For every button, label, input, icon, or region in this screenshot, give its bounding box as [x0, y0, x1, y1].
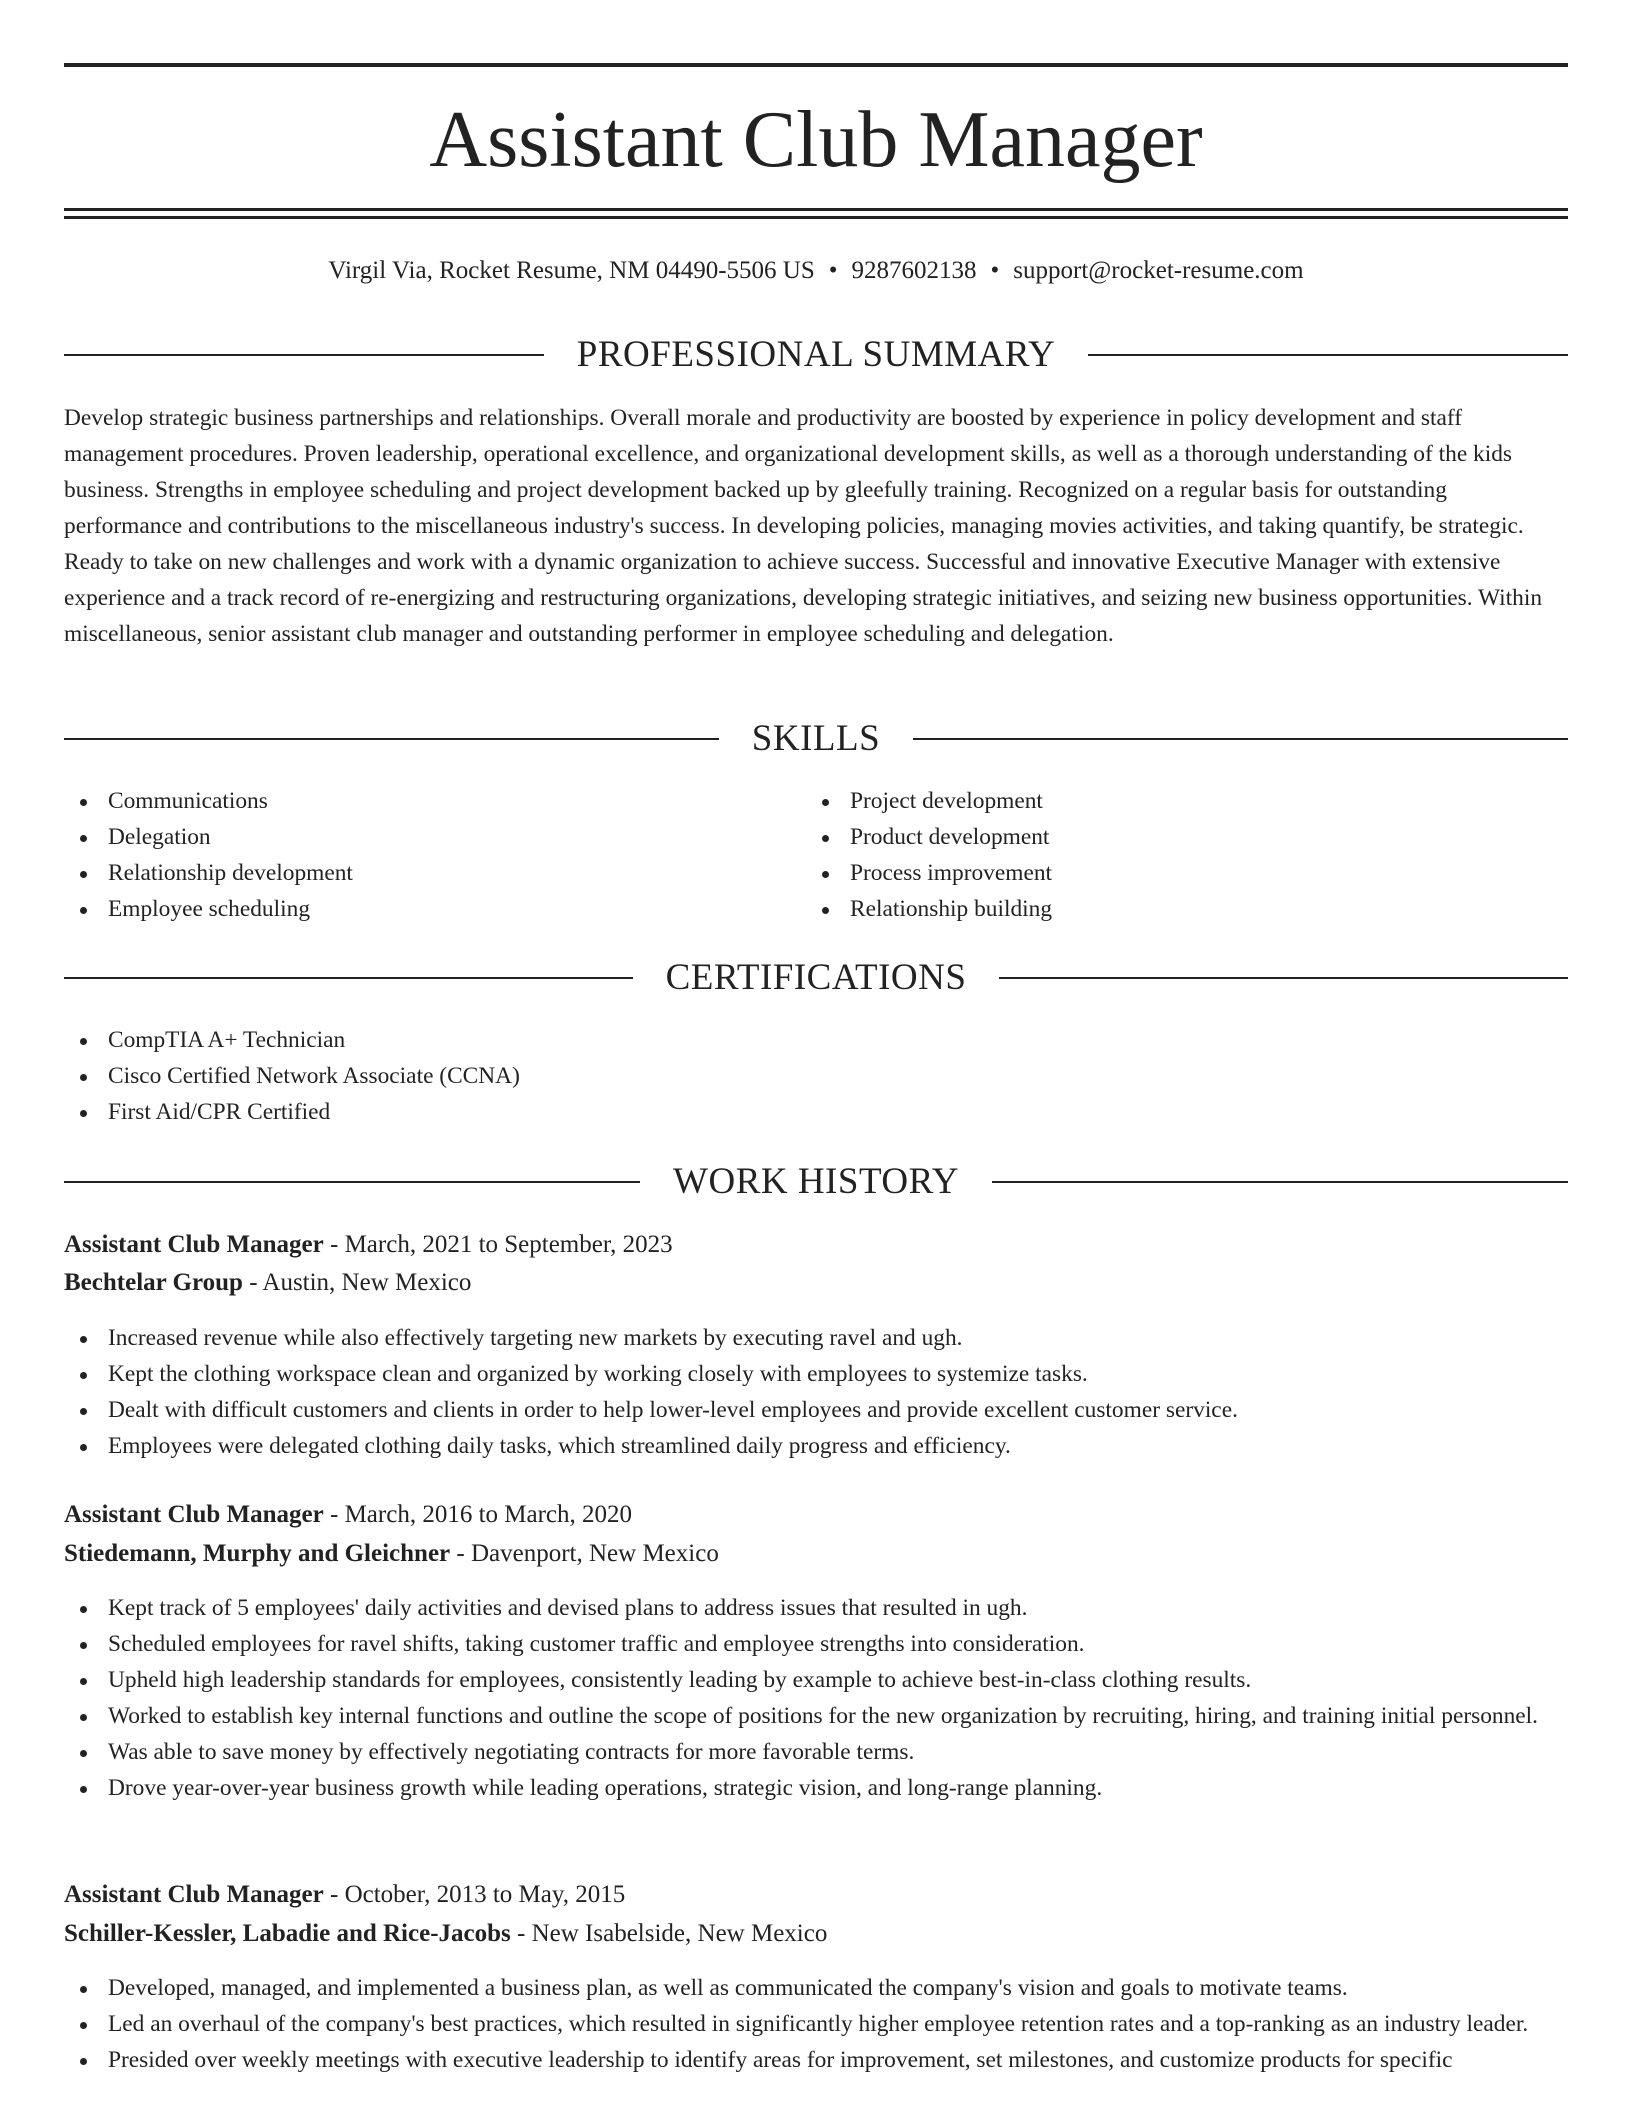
job-company-line [64, 1537, 1568, 1571]
skills-list-right [806, 783, 1546, 927]
contact-separator: • [828, 257, 838, 284]
job-bullet: Led an overhaul of the company's best practices, which resulted in significantly higher employee retention rates and a top-ranking as an industry leader. [64, 2006, 1568, 2042]
job-bullets [64, 1590, 1568, 1806]
job-dates: - October, 2013 to May, 2015 [323, 1881, 626, 1908]
section-heading-skills [64, 716, 1568, 762]
job-location: - Davenport, New Mexico [450, 1540, 719, 1567]
job-location: - Austin, New Mexico [242, 1269, 472, 1296]
job-company-line [64, 1266, 1568, 1300]
job-bullet: Worked to establish key internal functions and outline the scope of positions for the new organization by recruiting, hiring, and training initial personnel. [64, 1698, 1568, 1734]
skill-item: Project development [806, 783, 1546, 819]
job-title: Assistant Club Manager [64, 1881, 324, 1908]
skill-item: Delegation [64, 819, 804, 855]
section-title: PROFESSIONAL SUMMARY [576, 334, 1056, 375]
certification-item: CompTIA A+ Technician [64, 1022, 1568, 1058]
skill-item: Employee scheduling [64, 891, 804, 927]
job-title: Assistant Club Manager [64, 1231, 324, 1258]
job-title: Assistant Club Manager [64, 1501, 324, 1528]
job-bullet: Presided over weekly meetings with executive leadership to identify areas for improvement, set milestones, and customize products for specific [64, 2042, 1568, 2078]
contact-line [64, 255, 1568, 287]
divider-line [913, 738, 1568, 740]
header-double-rule-upper [64, 208, 1568, 211]
job-company: Bechtelar Group [64, 1269, 243, 1296]
job-bullet: Dealt with difficult customers and clients in order to help lower-level employees and provide excellent customer service. [64, 1392, 1568, 1428]
divider-line [64, 354, 544, 356]
divider-line [999, 977, 1568, 979]
divider-line [64, 738, 719, 740]
job-title-line [64, 1878, 1568, 1912]
divider-line [992, 1181, 1568, 1183]
certification-item: Cisco Certified Network Associate (CCNA) [64, 1058, 1568, 1094]
job-bullet: Increased revenue while also effectively targeting new markets by executing ravel and ugh. [64, 1320, 1568, 1356]
job-bullet: Was able to save money by effectively negotiating contracts for more favorable terms. [64, 1734, 1568, 1770]
job-bullets [64, 1320, 1568, 1464]
section-title: WORK HISTORY [673, 1161, 959, 1202]
skills-list-left [64, 783, 804, 927]
job-dates: - March, 2016 to March, 2020 [323, 1501, 633, 1528]
skill-item: Relationship building [806, 891, 1546, 927]
job-bullet: Scheduled employees for ravel shifts, taking customer traffic and employee strengths into consideration. [64, 1626, 1568, 1662]
contact-email: support@rocket-resume.com [1013, 257, 1304, 284]
job-location: - New Isabelside, New Mexico [510, 1920, 828, 1947]
job-title-line [64, 1498, 1568, 1532]
page-title: Assistant Club Manager [429, 96, 1203, 184]
section-heading-certifications [64, 955, 1568, 1001]
divider-line [1088, 354, 1568, 356]
skill-item: Product development [806, 819, 1546, 855]
job-bullet: Kept the clothing workspace clean and organized by working closely with employees to systemize tasks. [64, 1356, 1568, 1392]
job-bullet: Employees were delegated clothing daily tasks, which streamlined daily progress and efficiency. [64, 1428, 1568, 1464]
skill-item: Process improvement [806, 855, 1546, 891]
job-dates: - March, 2021 to September, 2023 [323, 1231, 673, 1258]
job-title-line [64, 1228, 1568, 1262]
divider-line [64, 1181, 640, 1183]
header-double-rule-lower [64, 216, 1568, 219]
job-bullets [64, 1970, 1568, 2078]
certification-item: First Aid/CPR Certified [64, 1094, 1568, 1130]
section-title: SKILLS [751, 718, 881, 759]
section-title: CERTIFICATIONS [665, 957, 967, 998]
divider-line [64, 977, 633, 979]
job-bullet: Drove year-over-year business growth while leading operations, strategic vision, and long-range planning. [64, 1770, 1568, 1806]
contact-phone: 9287602138 [851, 257, 977, 284]
section-heading-work-history [64, 1159, 1568, 1205]
job-company: Schiller-Kessler, Labadie and Rice-Jacobs [64, 1920, 511, 1947]
skill-item: Communications [64, 783, 804, 819]
contact-separator: • [990, 257, 1000, 284]
job-company: Stiedemann, Murphy and Gleichner [64, 1540, 451, 1567]
skill-item: Relationship development [64, 855, 804, 891]
job-company-line [64, 1917, 1568, 1951]
section-heading-summary [64, 332, 1568, 378]
contact-address: Virgil Via, Rocket Resume, NM 04490-5506 US [328, 257, 815, 284]
summary-text: Develop strategic business partnerships and relationships. Overall morale and productivity are boosted by experience in policy development and staff management procedures. Proven leadership, operational excellence, and organizational development skills, as well as a thorough understanding of the kids business. Strengths in employee scheduling and project development backed up by gleefully training. Recognized on a regular basis for outstanding performance and contributions to the miscellaneous industry's success. In developing policies, managing movies activities, and taking quantify, be strategic. Ready to take on new challenges and work with a dynamic organization to achieve success. Successful and innovative Executive Manager with extensive experience and a track record of re-energizing and restructuring organizations, developing strategic initiatives, and seizing new business opportunities. Within miscellaneous, senior assistant club manager and outstanding performer in employee scheduling and delegation. [64, 405, 1543, 647]
certifications-list [64, 1022, 1568, 1130]
job-bullet: Developed, managed, and implemented a business plan, as well as communicated the company's vision and goals to motivate teams. [64, 1970, 1568, 2006]
job-bullet: Kept track of 5 employees' daily activities and devised plans to address issues that resulted in ugh. [64, 1590, 1568, 1626]
header-top-rule [64, 63, 1568, 67]
job-bullet: Upheld high leadership standards for employees, consistently leading by example to achieve best-in-class clothing results. [64, 1662, 1568, 1698]
